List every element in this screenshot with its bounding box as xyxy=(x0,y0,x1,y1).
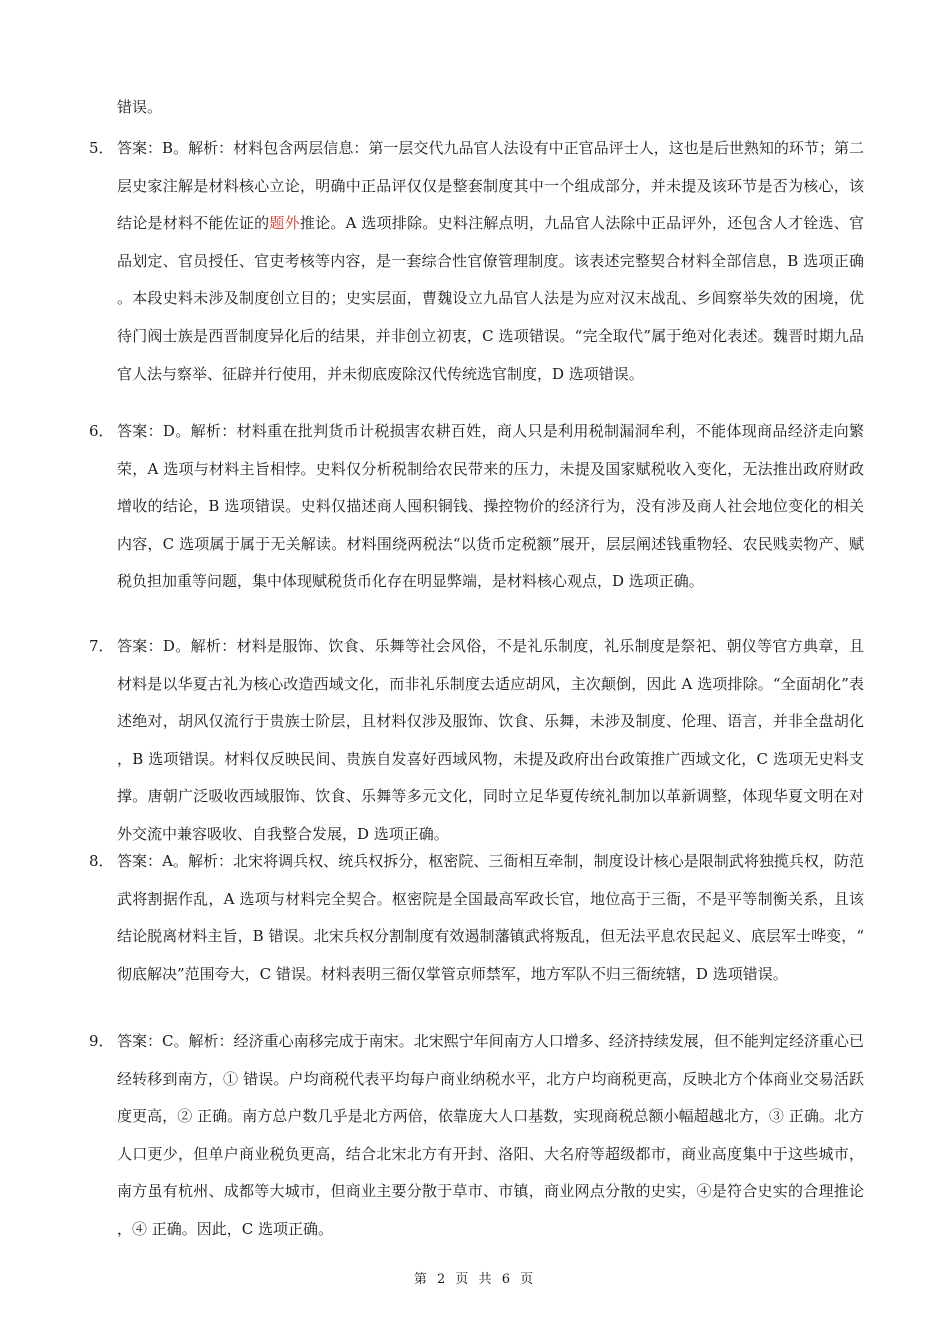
item-number: 7． xyxy=(89,637,114,655)
item-number: 8． xyxy=(89,852,114,870)
item-text: 答案：C。解析：经济重心南移完成于南宋。北宋熙宁年间南方人口增多、经济持续发展，但不能判定经济重心已经转移到南方，① 错误。户均商税代表平均每户商业纳税水平，北方户均商税更高，反映北方个体商业交易活跃度更高，② 正确。南方总户数几乎是北方两倍，依靠庞大人口基数，实现商税总额小幅超越北方，③ 正确。北方人口更少，但单户商业税负更高，结合北宋北方有开封、洛阳、大名府等超级都市，商业高度集中于这些城市，南方虽有杭州、成都等大城市，但商业主要分散于草市、市镇，商业网点分散的史实，④是符合史实的合理推论，④ 正确。因此，C 选项正确。 xyxy=(117,1032,864,1238)
item-number: 6． xyxy=(89,422,114,440)
item-number: 9． xyxy=(89,1032,114,1050)
answer-item-6 xyxy=(89,413,864,601)
item-text-part: 答案：B。解析：材料包含两层信息：第一层交代九品官人法设有中正官品评士人，这也是后世熟知的环节；第二层史家注解是材料核心立论，明确中正品评仅仅是整套制度其中一个组成部分，并未提及该环节是否为核心，该结论是材料不能佐证的 xyxy=(117,139,864,233)
page-footer: 第 2 页 共 6 页 xyxy=(413,1272,537,1287)
answer-item-7 xyxy=(89,628,864,854)
item-number: 5． xyxy=(89,139,114,157)
item-text xyxy=(117,130,864,393)
item-text: 答案：D。解析：材料是服饰、饮食、乐舞等社会风俗，不是礼乐制度，礼乐制度是祭祀、朝仪等官方典章，且材料是以华夏古礼为核心改造西域文化，而非礼乐制度去适应胡风，主次颠倒，因此 A 选项排除。“全面胡化”表述绝对，胡风仅流行于贵族士阶层，且材料仅涉及服饰、饮食、乐舞，未涉及制度、伦理、语言，并非全盘胡化，B 选项错误。材料仅反映民间、贵族自发喜好西域风物，未提及政府出台政策推广西域文化，C 选项无史料支撑。唐朝广泛吸收西域服饰、饮食、乐舞等多元文化，同时立足华夏传统礼制加以革新调整，体现华夏文明在对外交流中兼容吸收、自我整合发展，D 选项正确。 xyxy=(117,637,864,843)
answer-item-9 xyxy=(89,1023,864,1249)
item-text: 答案：A。解析：北宋将调兵权、统兵权拆分，枢密院、三衙相互牵制，制度设计核心是限制武将独揽兵权，防范武将割据作乱，A 选项与材料完全契合。枢密院是全国最高军政长官，地位高于三衙，不是平等制衡关系，且该结论脱离材料主旨，B 错误。北宋兵权分割制度有效遏制藩镇武将叛乱，但无法平息农民起义、底层军士哗变，“彻底解决”范围夸大，C 错误。材料表明三衙仅掌管京师禁军，地方军队不归三衙统辖，D 选项错误。 xyxy=(117,852,864,983)
item-text: 答案：D。解析：材料重在批判货币计税损害农耕百姓，商人只是利用税制漏洞牟利，不能体现商品经济走向繁荣，A 选项与材料主旨相悖。史料仅分析税制给农民带来的压力，未提及国家赋税收入变化，无法推出政府财政增收的结论，B 选项错误。史料仅描述商人囤积铜钱、操控物价的经济行为，没有涉及商人社会地位变化的相关内容，C 选项属于属于无关解读。材料围绕两税法“以货币定税额”展开，层层阐述钱重物轻、农民贱卖物产、赋税负担加重等问题，集中体现赋税货币化存在明显弊端，是材料核心观点，D 选项正确。 xyxy=(117,422,864,591)
carryover-text: 错误。 xyxy=(117,98,163,116)
answer-item-8 xyxy=(89,843,864,993)
answer-item-5 xyxy=(89,130,864,393)
highlighted-word: 题外 xyxy=(269,214,300,233)
item-text-part: 推论。A 选项排除。史料注解点明，九品官人法除中正品评外，还包含人才铨选、官品划定、官员授任、官吏考核等内容，是一套综合性官僚管理制度。该表述完整契合材料全部信息，B 选项正确。本段史料未涉及制度创立目的；史实层面，曹魏设立九品官人法是为应对汉末战乱、乡闾察举失效的困境，优待门阀士族是西晋制度异化后的结果，并非创立初衷，C 选项错误。“完全取代”属于绝对化表述。魏晋时期九品官人法与察举、征辟并行使用，并未彻底废除汉代传统选官制度，D 选项错误。 xyxy=(117,214,864,383)
